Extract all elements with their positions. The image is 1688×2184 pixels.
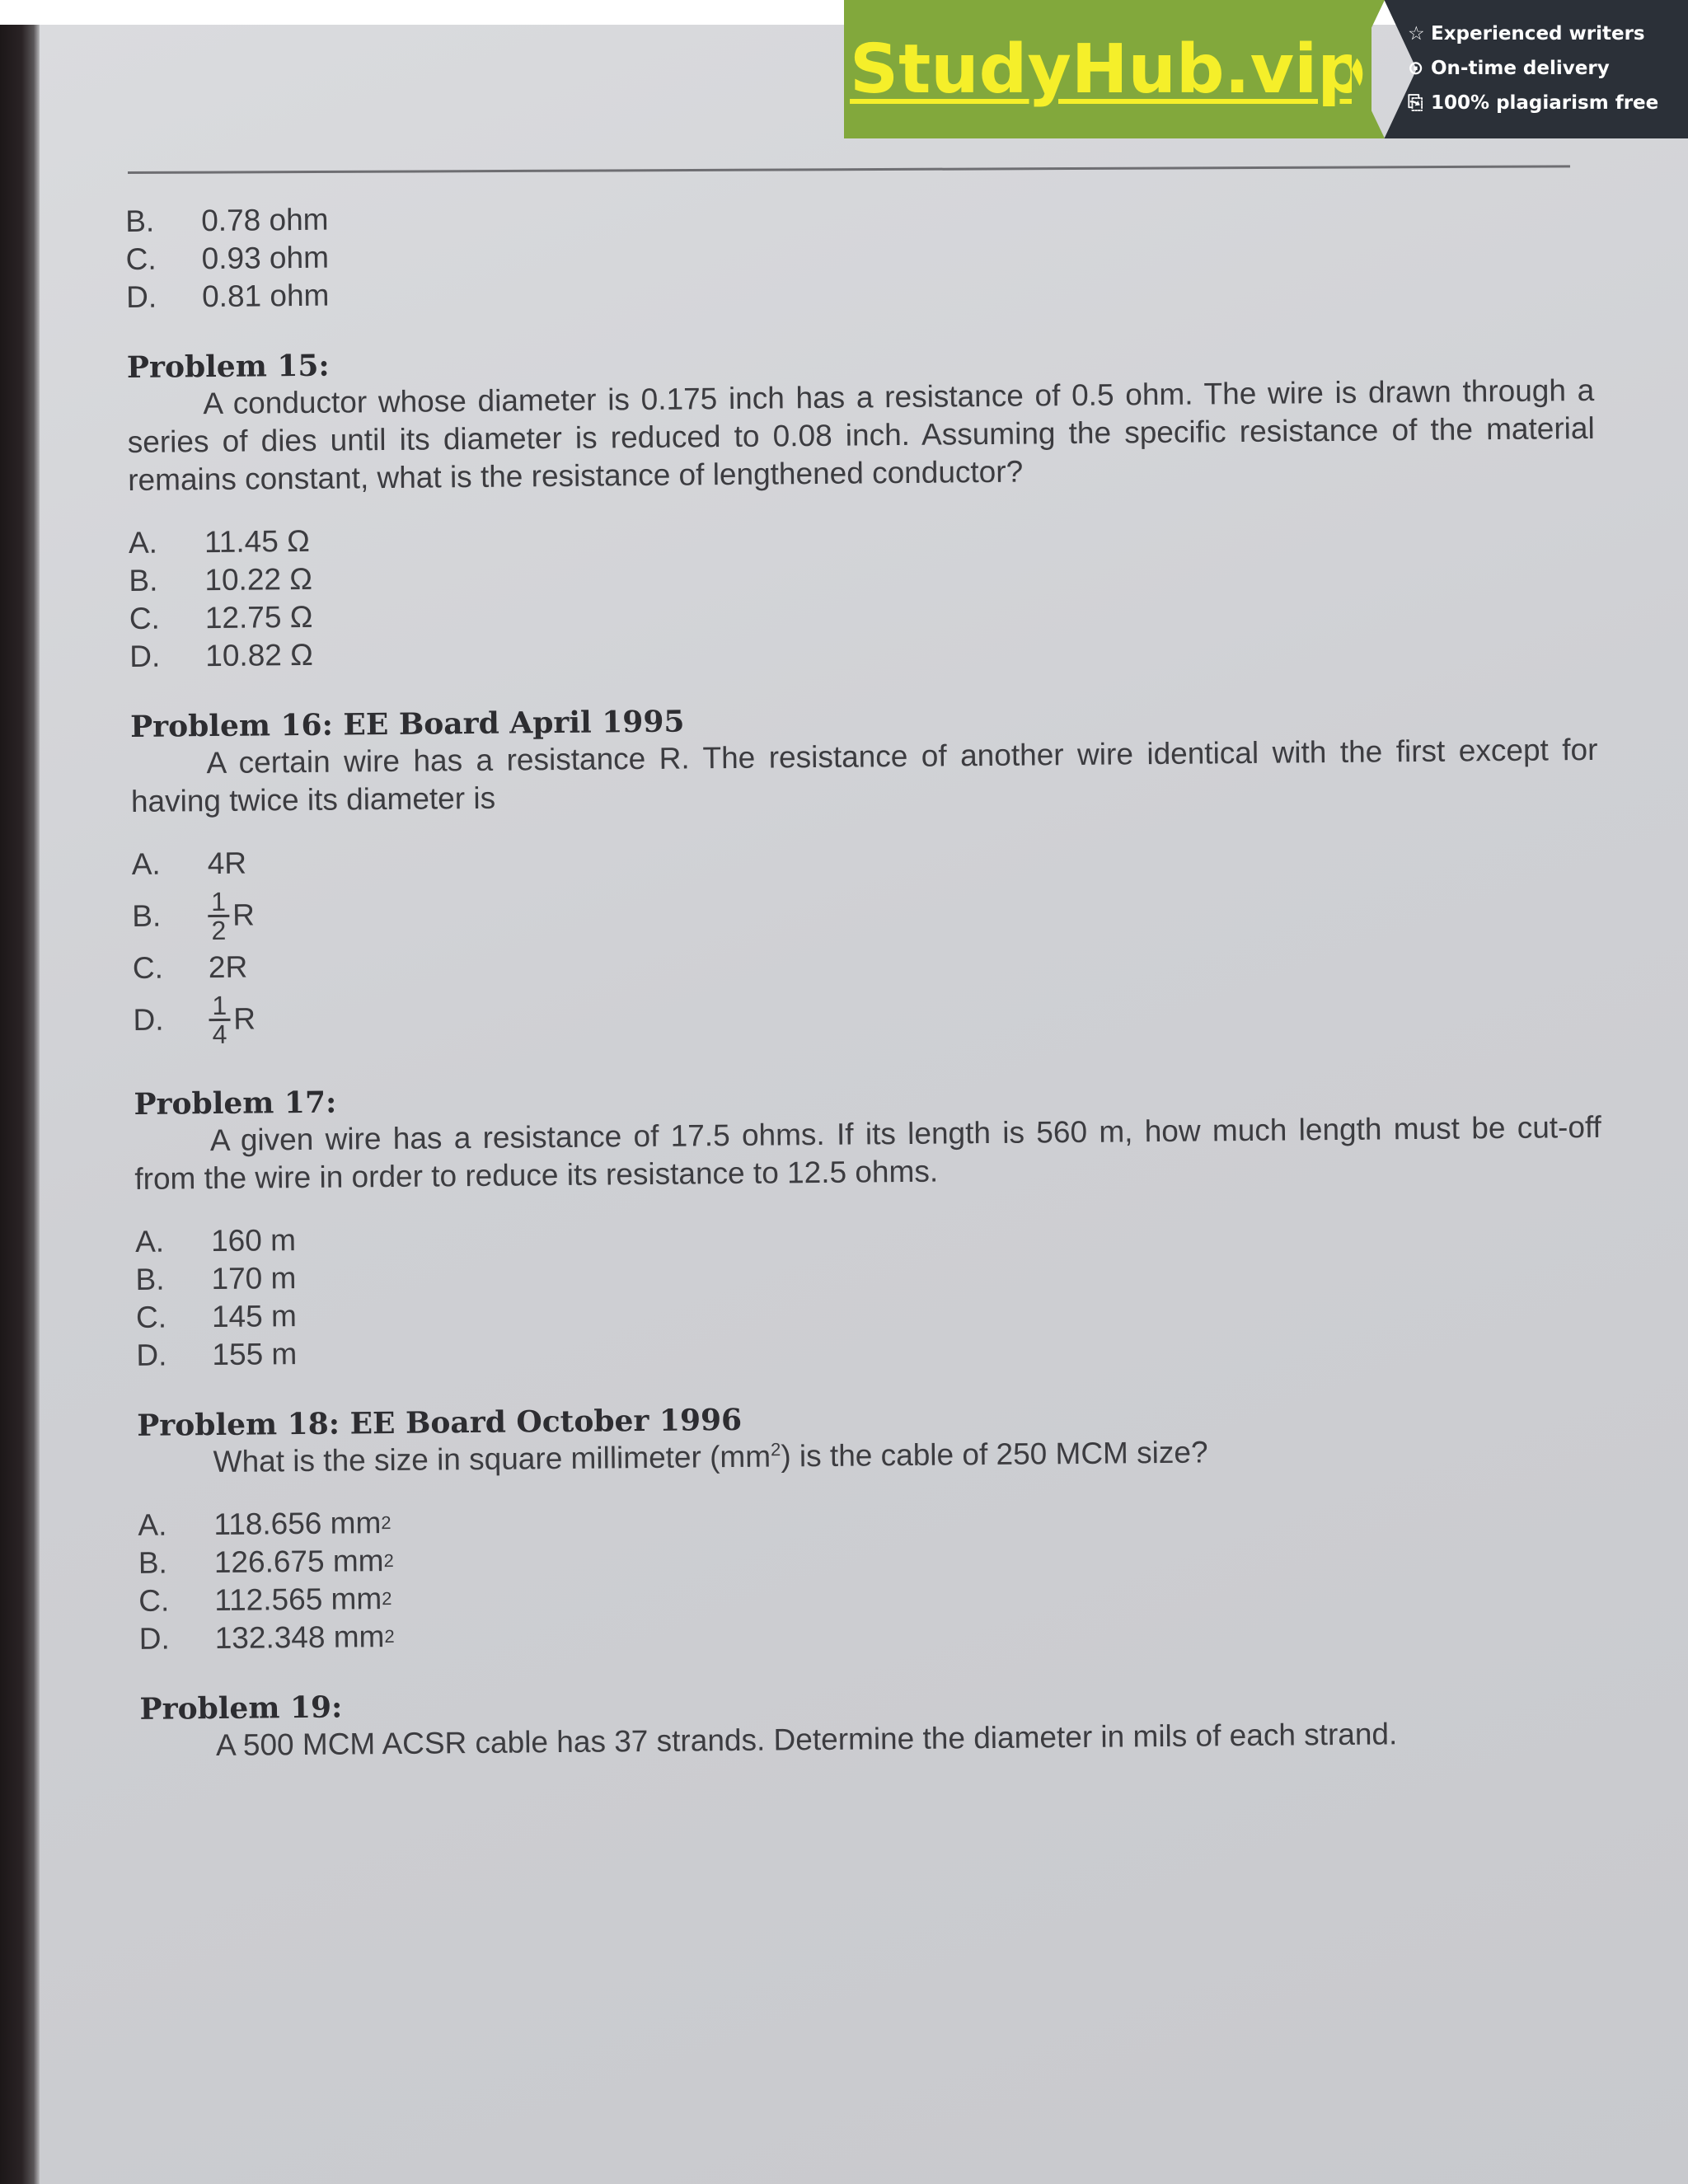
options-list bbox=[135, 1209, 1604, 1375]
option-b: B. 0.78 ohm bbox=[125, 202, 329, 238]
feature-plagiarism-free: ⎘ 100% plagiarism free bbox=[1408, 92, 1659, 114]
clock-icon: ⊙ bbox=[1408, 58, 1424, 79]
option-d: D. 132.348 mm 2 bbox=[138, 1619, 395, 1656]
options-list bbox=[131, 832, 1600, 1053]
problem-text: A certain wire has a resistance R. The resistance of another wire identical with the first except for having twice its diameter is bbox=[130, 732, 1598, 818]
problem-text: A conductor whose diameter is 0.175 inch has a resistance of 0.5 ohm. The wire is drawn through a series of dies until its diameter is reduced to 0.08 inch. Assuming the specific resistance of the material remains constant, what is the resistance of lengthened conductor? bbox=[127, 373, 1595, 497]
problem-text: A given wire has a resistance of 17.5 ohms. If its length is 560 m, how much length must be cut-off from the wire in order to reduce its resistance to 12.5 ohms. bbox=[134, 1109, 1602, 1196]
studyhub-banner[interactable] bbox=[844, 0, 1372, 138]
option-d: D. 155 m bbox=[136, 1337, 298, 1372]
option-d: D. 0.81 ohm bbox=[125, 278, 330, 314]
option-a: A. 118.656 mm 2 bbox=[138, 1506, 392, 1542]
fraction: $\frac{1}{4}$ bbox=[209, 991, 230, 1047]
option-d: D. $\frac{1}{4}$ R bbox=[133, 990, 256, 1049]
option-b: B. 170 m bbox=[135, 1261, 297, 1296]
problem-16 bbox=[130, 695, 1601, 1053]
problem-heading: Problem 15: bbox=[126, 348, 330, 385]
option-c: C. 112.565 mm 2 bbox=[138, 1582, 392, 1618]
option-b: B. $\frac{1}{2}$ R bbox=[132, 886, 256, 945]
problem-heading: Problem 18: EE Board October 1996 bbox=[137, 1402, 743, 1443]
page-content bbox=[125, 189, 1607, 1765]
option-c: C. 145 m bbox=[135, 1299, 298, 1334]
banner-arrow-shape bbox=[1352, 0, 1385, 138]
option-b: B. 126.675 mm 2 bbox=[138, 1544, 394, 1580]
problem-heading: Problem 19: bbox=[139, 1690, 343, 1727]
options-list bbox=[138, 1493, 1606, 1658]
problem-18 bbox=[137, 1394, 1606, 1658]
option-c: C. 0.93 ohm bbox=[125, 240, 330, 276]
problem-text: A 500 MCM ACSR cable has 37 strands. Determine the diameter in mils of each strand. bbox=[215, 1717, 1398, 1763]
option-c: C. 2R bbox=[132, 949, 248, 985]
fraction: $\frac{1}{2}$ bbox=[208, 888, 229, 943]
book-spine bbox=[0, 25, 40, 2184]
problem-heading: Problem 16: EE Board April 1995 bbox=[129, 704, 685, 744]
feature-experienced-writers: ☆ Experienced writers bbox=[1408, 23, 1645, 45]
previous-problem-options bbox=[125, 189, 1593, 316]
options-list bbox=[129, 510, 1597, 676]
feature-on-time-delivery: ⊙ On-time delivery bbox=[1408, 58, 1610, 79]
option-a: A. 11.45 Ω bbox=[128, 523, 310, 560]
copy-icon: ⎘ bbox=[1408, 92, 1423, 114]
option-a: A. 160 m bbox=[134, 1223, 297, 1258]
problem-17 bbox=[134, 1072, 1603, 1375]
problem-19 bbox=[139, 1677, 1607, 1765]
studyhub-logo[interactable]: StudyHub.vip bbox=[850, 30, 1366, 109]
option-b: B. 10.22 Ω bbox=[129, 561, 313, 598]
option-c: C. 12.75 Ω bbox=[129, 599, 313, 635]
problem-text: What is the size in square millimeter $(mm^2)$ is the cable of 250 MCM size? bbox=[213, 1435, 1208, 1479]
problem-heading: Problem 17: bbox=[134, 1085, 337, 1122]
option-a: A. 4R bbox=[131, 846, 247, 881]
problem-15 bbox=[127, 335, 1597, 676]
option-d: D. 10.82 Ω bbox=[129, 637, 314, 673]
star-icon: ☆ bbox=[1408, 23, 1425, 45]
